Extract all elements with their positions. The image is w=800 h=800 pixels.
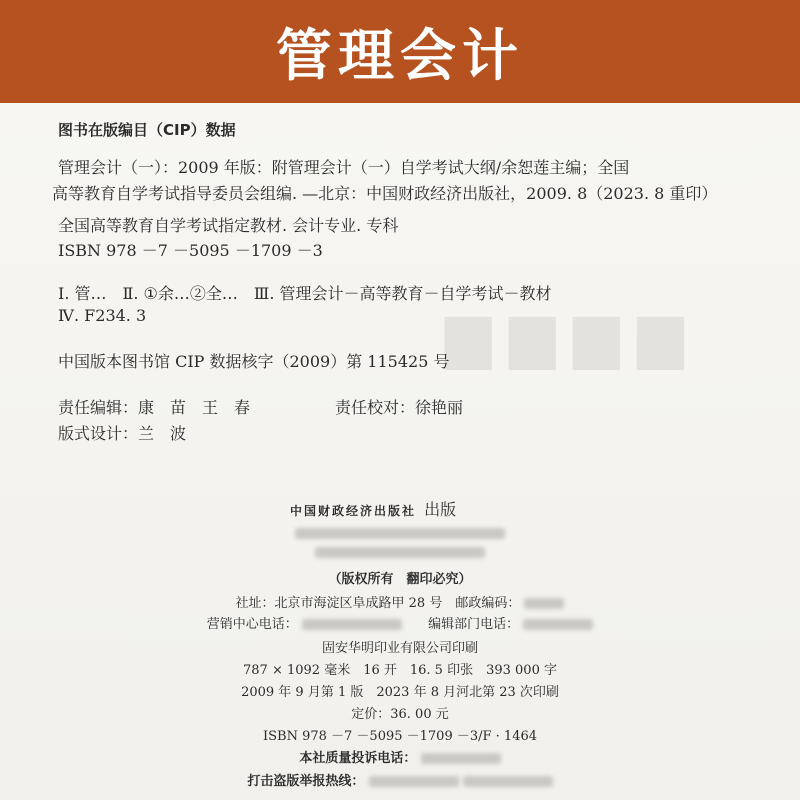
editorial-phone-label: 编辑部门电话： <box>428 617 520 632</box>
redacted-block <box>302 619 402 630</box>
responsible-editor: 责任编辑：康 苗 王 春 <box>58 398 251 417</box>
cip-heading: 图书在版编目（CIP）数据 <box>58 121 236 139</box>
show-through-shadow: ▆▆▆▆ <box>445 300 702 370</box>
cip-line-3: 全国高等教育自学考试指定教材. 会计专业. 专科 <box>58 216 399 235</box>
copyright-notice: （版权所有 翻印必究） <box>328 572 472 587</box>
redacted-block <box>315 547 485 558</box>
cip-classification-2: Ⅳ. F234. 3 <box>58 306 147 325</box>
blurred-line-1 <box>0 526 800 541</box>
cip-line-1: 管理会计（一）：2009 年版：附管理会计（一）自学考试大纲/余恕莲主编；全国 <box>58 158 630 177</box>
redacted-block <box>463 776 553 787</box>
layout-designer: 版式设计：兰 波 <box>58 424 187 443</box>
piracy-label: 打击盗版举报热线： <box>247 774 365 789</box>
price-line: 定价：36. 00 元 <box>351 707 449 722</box>
address-line <box>0 592 800 611</box>
responsible-proofreader: 责任校对：徐艳丽 <box>335 398 464 417</box>
publisher-action: 出版 <box>424 500 457 519</box>
address-label: 社址：北京市海淀区阜成路甲 28 号 邮政编码： <box>235 596 521 611</box>
redacted-block <box>524 598 564 609</box>
redacted-block <box>369 776 459 787</box>
cip-line-2: 高等教育自学考试指导委员会组编. —北京：中国财政经济出版社，2009. 8（2023. 8 重印） <box>52 184 718 203</box>
complaint-label: 本社质量投诉电话： <box>299 751 417 766</box>
edition-line: 2009 年 9 月第 1 版 2023 年 8 月河北第 23 次印刷 <box>241 685 559 700</box>
cip-isbn: ISBN 978 －7 －5095 －1709 －3 <box>58 241 323 260</box>
cip-classification-1: Ⅰ. 管… Ⅱ. ①余…②全… Ⅲ. 管理会计－高等教育－自学考试－教材 <box>58 284 552 303</box>
publisher-name: 中国财政经济出版社 <box>290 504 417 518</box>
redacted-block <box>421 753 501 764</box>
phone-line <box>0 613 800 632</box>
publisher-line <box>290 497 456 520</box>
format-line: 787 × 1092 毫米 16 开 16. 5 印张 393 000 字 <box>243 663 557 678</box>
printer-line: 固安华明印业有限公司印刷 <box>321 641 478 656</box>
complaint-line <box>0 747 800 766</box>
book-title: 管理会计 <box>276 23 524 89</box>
redacted-block <box>295 528 505 539</box>
piracy-line <box>0 770 800 789</box>
isbn-full-line: ISBN 978 －7 －5095 －1709 －3/F · 1464 <box>262 729 538 744</box>
redacted-block <box>523 619 593 630</box>
cip-core-data: 中国版本图书馆 CIP 数据核字（2009）第 115425 号 <box>58 352 450 371</box>
title-banner <box>0 0 800 103</box>
blurred-line-2 <box>0 545 800 560</box>
sales-phone-label: 营销中心电话： <box>206 617 298 632</box>
